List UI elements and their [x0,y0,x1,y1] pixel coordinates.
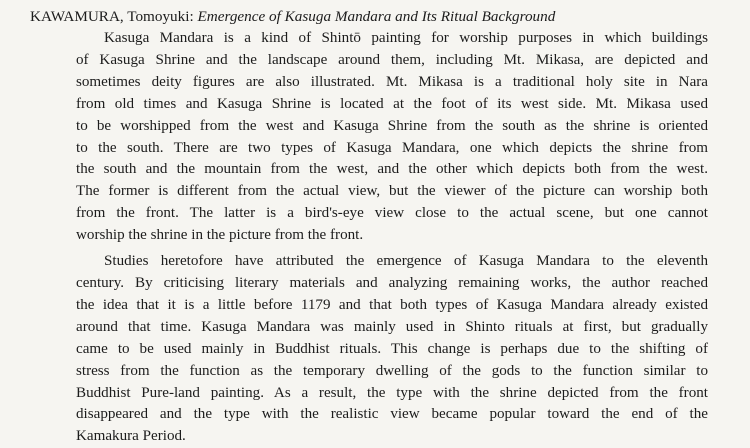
text-line: around that time. Kasuga Mandara was mainly used in Shinto rituals at first, but gradually [76,318,708,335]
article-title: Emergence of Kasuga Mandara and Its Ritual Background [197,8,556,25]
abstract-paragraph-2 [76,251,708,448]
text-line: the idea that it is a little before 1179 and that both types of Kasuga Mandara already existed [76,296,708,313]
text-line: century. By criticising literary materials and analyzing remaining works, the author reached [76,274,708,291]
text-line: stress from the function as the temporary dwelling of the gods to the function similar to [76,362,708,379]
text-line: disappeared and the type with the realistic view became popular toward the end of the [76,406,708,423]
text-line: worship the shrine in the picture from the front. [76,227,364,244]
author-name: KAWAMURA, Tomoyuki [30,8,190,25]
text-line: from the front. The latter is a bird's-eye view close to the actual scene, but one cannot [76,205,708,222]
text-line: Buddhist Pure-land painting. As a result, the type with the shrine depicted from the front [76,384,708,401]
text-line: to the south. There are two types of Kasuga Mandara, one which depicts the shrine from [76,139,708,156]
text-line: to be worshipped from the west and Kasuga Shrine from the south as the shrine is oriented [76,117,708,134]
article-heading [30,6,712,28]
text-line: Kasuga Mandara is a kind of Shintō painting for worship purposes in which buildings [104,30,708,46]
text-line: the south and the mountain from the west, and the other which depicts both from the west. [76,161,708,178]
abstract-paragraph-1 [76,28,708,247]
text-line: from old times and Kasuga Shrine is located at the foot of its west side. Mt. Mikasa used [76,95,708,112]
text-line: Studies heretofore have attributed the emergence of Kasuga Mandara to the eleventh [104,253,708,270]
text-line: came to be used mainly in Buddhist rituals. This change is perhaps due to the shifting of [76,340,708,357]
text-line: Kamakura Period. [76,428,186,445]
text-line: The former is different from the actual view, but the viewer of the picture can worship both [76,183,708,200]
text-line: sometimes deity figures are also illustrated. Mt. Mikasa is a traditional holy site in Nara [76,73,708,90]
heading-separator: : [189,8,198,25]
text-line: of Kasuga Shrine and the landscape around them, including Mt. Mikasa, are depicted and [76,51,708,68]
